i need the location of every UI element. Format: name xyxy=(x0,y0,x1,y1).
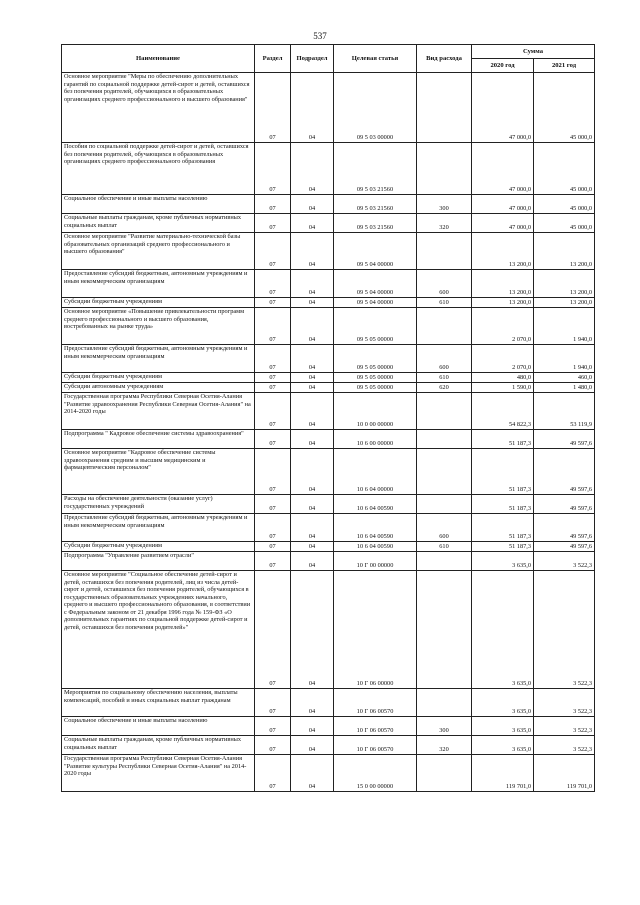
row-section: 07 xyxy=(255,430,291,449)
row-expense-type xyxy=(417,571,472,689)
row-name: Основное мероприятие "Развитие материально-технической базы образовательных организаций среднего профессионального и высшего образования" xyxy=(62,233,255,270)
table-row xyxy=(62,689,595,717)
row-subsection: 04 xyxy=(291,689,334,717)
row-section: 07 xyxy=(255,383,291,393)
row-section: 07 xyxy=(255,755,291,792)
row-amount-2020: 3 635,0 xyxy=(472,717,534,736)
row-target-article: 09 5 05 00000 xyxy=(334,373,417,383)
row-amount-2020: 13 200,0 xyxy=(472,270,534,298)
row-amount-2020: 13 200,0 xyxy=(472,233,534,270)
row-target-article: 10 Г 06 00570 xyxy=(334,736,417,755)
row-expense-type xyxy=(417,73,472,143)
row-amount-2020: 3 635,0 xyxy=(472,571,534,689)
row-expense-type: 300 xyxy=(417,717,472,736)
header-year-2020: 2020 год xyxy=(472,59,534,73)
table-row xyxy=(62,514,595,542)
row-amount-2020: 51 187,3 xyxy=(472,542,534,552)
row-subsection: 04 xyxy=(291,195,334,214)
table-row xyxy=(62,383,595,393)
row-name: Предоставление субсидий бюджетным, автономным учреждениям и иным некоммерческим организациям xyxy=(62,514,255,542)
row-target-article: 09 5 05 00000 xyxy=(334,383,417,393)
row-subsection: 04 xyxy=(291,552,334,571)
row-amount-2020: 3 635,0 xyxy=(472,552,534,571)
row-amount-2020: 51 187,3 xyxy=(472,430,534,449)
row-target-article: 09 5 04 00000 xyxy=(334,270,417,298)
row-subsection: 04 xyxy=(291,143,334,195)
row-subsection: 04 xyxy=(291,393,334,430)
row-amount-2020: 47 000,0 xyxy=(472,214,534,233)
budget-table xyxy=(61,44,595,792)
row-amount-2020: 51 187,3 xyxy=(472,449,534,495)
table-row xyxy=(62,736,595,755)
row-amount-2021: 49 597,6 xyxy=(534,542,595,552)
row-amount-2021: 119 701,0 xyxy=(534,755,595,792)
row-target-article: 10 Г 06 00570 xyxy=(334,717,417,736)
row-target-article: 10 6 04 00000 xyxy=(334,449,417,495)
row-expense-type xyxy=(417,308,472,345)
row-amount-2021: 53 119,9 xyxy=(534,393,595,430)
table-row xyxy=(62,233,595,270)
table-row xyxy=(62,308,595,345)
row-amount-2021: 49 597,6 xyxy=(534,449,595,495)
row-subsection: 04 xyxy=(291,73,334,143)
row-name: Предоставление субсидий бюджетным, автономным учреждениям и иным некоммерческим организациям xyxy=(62,270,255,298)
row-target-article: 09 5 03 21560 xyxy=(334,214,417,233)
row-amount-2021: 45 000,0 xyxy=(534,214,595,233)
row-amount-2020: 51 187,3 xyxy=(472,514,534,542)
row-section: 07 xyxy=(255,571,291,689)
row-section: 07 xyxy=(255,298,291,308)
row-target-article: 09 5 05 00000 xyxy=(334,345,417,373)
row-expense-type: 610 xyxy=(417,373,472,383)
table-row xyxy=(62,73,595,143)
row-amount-2021: 49 597,6 xyxy=(534,495,595,514)
row-section: 07 xyxy=(255,514,291,542)
row-amount-2021: 1 480,0 xyxy=(534,383,595,393)
row-amount-2021: 45 000,0 xyxy=(534,73,595,143)
table-row xyxy=(62,571,595,689)
row-name: Основное мероприятие «Повышение привлекательности программ среднего профессионального и высшего образования, востребованных на рынке труда» xyxy=(62,308,255,345)
row-target-article: 09 5 04 00000 xyxy=(334,298,417,308)
row-target-article: 10 6 04 00590 xyxy=(334,542,417,552)
row-amount-2021: 13 200,0 xyxy=(534,298,595,308)
table-row xyxy=(62,270,595,298)
row-name: Подпрограмма "Управление развитием отрасли" xyxy=(62,552,255,571)
row-section: 07 xyxy=(255,736,291,755)
row-expense-type xyxy=(417,689,472,717)
row-amount-2020: 51 187,3 xyxy=(472,495,534,514)
table-row xyxy=(62,195,595,214)
row-subsection: 04 xyxy=(291,542,334,552)
row-amount-2020: 2 070,0 xyxy=(472,345,534,373)
row-section: 07 xyxy=(255,195,291,214)
table-row xyxy=(62,393,595,430)
row-name: Основное мероприятие "Меры по обеспечению дополнительных гарантий по социальной поддержке детей-сирот и детей, оставшихся без попечения родителей, обучающихся в образовательных организациях среднего профессионального и высшего образования" xyxy=(62,73,255,143)
row-subsection: 04 xyxy=(291,717,334,736)
row-target-article: 09 5 03 21560 xyxy=(334,143,417,195)
row-expense-type: 610 xyxy=(417,298,472,308)
table-row xyxy=(62,542,595,552)
row-subsection: 04 xyxy=(291,449,334,495)
table-row xyxy=(62,345,595,373)
row-subsection: 04 xyxy=(291,233,334,270)
row-amount-2021: 3 522,3 xyxy=(534,689,595,717)
row-expense-type: 320 xyxy=(417,736,472,755)
row-subsection: 04 xyxy=(291,345,334,373)
row-amount-2021: 1 940,0 xyxy=(534,308,595,345)
table-row xyxy=(62,214,595,233)
row-name: Мероприятия по социальному обеспечению населения, выплаты компенсаций, пособий и иных социальных выплат гражданам xyxy=(62,689,255,717)
row-subsection: 04 xyxy=(291,373,334,383)
row-name: Социальное обеспечение и иные выплаты населению xyxy=(62,195,255,214)
row-target-article: 09 5 04 00000 xyxy=(334,233,417,270)
row-expense-type: 610 xyxy=(417,542,472,552)
row-amount-2021: 49 597,6 xyxy=(534,430,595,449)
table-row xyxy=(62,552,595,571)
row-name: Основное мероприятие "Кадровое обеспечение системы здравоохранения средним и высшим медицинским и фармацевтическим персоналом" xyxy=(62,449,255,495)
header-target-article: Целевая статья xyxy=(334,45,417,73)
row-expense-type xyxy=(417,143,472,195)
row-expense-type: 320 xyxy=(417,214,472,233)
row-section: 07 xyxy=(255,73,291,143)
row-amount-2021: 45 000,0 xyxy=(534,143,595,195)
row-section: 07 xyxy=(255,449,291,495)
row-amount-2020: 2 070,0 xyxy=(472,308,534,345)
row-expense-type xyxy=(417,430,472,449)
row-expense-type: 600 xyxy=(417,345,472,373)
row-subsection: 04 xyxy=(291,214,334,233)
row-name: Субсидии бюджетным учреждениям xyxy=(62,298,255,308)
row-expense-type: 600 xyxy=(417,514,472,542)
row-expense-type xyxy=(417,552,472,571)
row-amount-2021: 3 522,3 xyxy=(534,717,595,736)
row-name: Субсидии бюджетным учреждениям xyxy=(62,542,255,552)
row-expense-type: 600 xyxy=(417,270,472,298)
row-name: Социальные выплаты гражданам, кроме публичных нормативных социальных выплат xyxy=(62,736,255,755)
row-target-article: 10 6 04 00590 xyxy=(334,514,417,542)
row-name: Государственная программа Республики Северная Осетия-Алания "Развитие здравоохранения Республики Северная Осетия-Алания" на 2014-2020 годы xyxy=(62,393,255,430)
row-target-article: 10 6 00 00000 xyxy=(334,430,417,449)
row-subsection: 04 xyxy=(291,298,334,308)
row-target-article: 10 Г 06 00570 xyxy=(334,689,417,717)
table-row xyxy=(62,449,595,495)
header-sum: Сумма xyxy=(472,45,595,59)
table-row xyxy=(62,717,595,736)
row-expense-type xyxy=(417,449,472,495)
table-row xyxy=(62,143,595,195)
row-amount-2020: 13 200,0 xyxy=(472,298,534,308)
row-amount-2020: 47 000,0 xyxy=(472,195,534,214)
row-expense-type: 300 xyxy=(417,195,472,214)
row-section: 07 xyxy=(255,143,291,195)
row-section: 07 xyxy=(255,542,291,552)
row-target-article: 10 Г 00 00000 xyxy=(334,552,417,571)
row-amount-2021: 460,0 xyxy=(534,373,595,383)
row-section: 07 xyxy=(255,373,291,383)
row-section: 07 xyxy=(255,270,291,298)
table-row xyxy=(62,430,595,449)
row-section: 07 xyxy=(255,214,291,233)
row-name: Государственная программа Республики Северная Осетия-Алания "Развитие культуры Республики Северная Осетия-Алания" на 2014-2020 годы xyxy=(62,755,255,792)
row-amount-2020: 47 000,0 xyxy=(472,143,534,195)
header-subsection: Подраздел xyxy=(291,45,334,73)
table-row xyxy=(62,495,595,514)
row-section: 07 xyxy=(255,689,291,717)
row-amount-2020: 54 822,3 xyxy=(472,393,534,430)
row-name: Предоставление субсидий бюджетным, автономным учреждениям и иным некоммерческим организациям xyxy=(62,345,255,373)
row-name: Пособия по социальной поддержке детей-сирот и детей, оставшихся без попечения родителей, обучающихся в образовательных организациях среднего профессионального образования xyxy=(62,143,255,195)
row-section: 07 xyxy=(255,393,291,430)
row-section: 07 xyxy=(255,233,291,270)
header-section: Раздел xyxy=(255,45,291,73)
row-section: 07 xyxy=(255,495,291,514)
row-subsection: 04 xyxy=(291,571,334,689)
row-name: Основное мероприятие "Социальное обеспечение детей-сирот и детей, оставшихся без попечения родителей, лиц из числа детей-сирот и детей, оставшихся без попечения родителей, обучающихся в государственных образовательных учреждениях начального, среднего и высшего профессионального образования, в соответствии с Федеральным законом от 21 декабря 1996 года № 159-ФЗ «О дополнительных гарантиях по социальной поддержке детей-сирот и детей, оставшихся без попечения родителей»" xyxy=(62,571,255,689)
row-amount-2020: 3 635,0 xyxy=(472,736,534,755)
row-expense-type xyxy=(417,495,472,514)
table-row xyxy=(62,755,595,792)
row-expense-type: 620 xyxy=(417,383,472,393)
row-section: 07 xyxy=(255,717,291,736)
row-amount-2020: 3 635,0 xyxy=(472,689,534,717)
row-amount-2021: 13 200,0 xyxy=(534,233,595,270)
row-amount-2021: 49 597,6 xyxy=(534,514,595,542)
row-amount-2020: 480,0 xyxy=(472,373,534,383)
row-target-article: 15 0 00 00000 xyxy=(334,755,417,792)
row-target-article: 09 5 05 00000 xyxy=(334,308,417,345)
row-subsection: 04 xyxy=(291,514,334,542)
row-subsection: 04 xyxy=(291,270,334,298)
row-amount-2021: 3 522,3 xyxy=(534,736,595,755)
row-target-article: 10 6 04 00590 xyxy=(334,495,417,514)
row-amount-2021: 3 522,3 xyxy=(534,552,595,571)
row-amount-2020: 1 590,0 xyxy=(472,383,534,393)
row-subsection: 04 xyxy=(291,383,334,393)
row-target-article: 10 Г 06 00000 xyxy=(334,571,417,689)
row-amount-2020: 119 701,0 xyxy=(472,755,534,792)
row-subsection: 04 xyxy=(291,430,334,449)
table-row xyxy=(62,298,595,308)
row-section: 07 xyxy=(255,308,291,345)
row-section: 07 xyxy=(255,345,291,373)
row-section: 07 xyxy=(255,552,291,571)
page-number: 537 xyxy=(313,31,327,41)
header-year-2021: 2021 год xyxy=(534,59,595,73)
row-name: Субсидии автономным учреждениям xyxy=(62,383,255,393)
row-name: Социальные выплаты гражданам, кроме публичных нормативных социальных выплат xyxy=(62,214,255,233)
row-target-article: 09 5 03 21560 xyxy=(334,195,417,214)
row-amount-2021: 3 522,3 xyxy=(534,571,595,689)
row-amount-2020: 47 000,0 xyxy=(472,73,534,143)
row-subsection: 04 xyxy=(291,755,334,792)
row-subsection: 04 xyxy=(291,736,334,755)
row-name: Субсидии бюджетным учреждениям xyxy=(62,373,255,383)
row-name: Расходы на обеспечение деятельности (оказание услуг) государственных учреждений xyxy=(62,495,255,514)
row-target-article: 10 0 00 00000 xyxy=(334,393,417,430)
row-expense-type xyxy=(417,755,472,792)
header-name: Наименование xyxy=(62,45,255,73)
row-expense-type xyxy=(417,393,472,430)
row-amount-2021: 13 200,0 xyxy=(534,270,595,298)
row-subsection: 04 xyxy=(291,308,334,345)
row-subsection: 04 xyxy=(291,495,334,514)
table-row xyxy=(62,373,595,383)
row-target-article: 09 5 03 00000 xyxy=(334,73,417,143)
row-name: Социальное обеспечение и иные выплаты населению xyxy=(62,717,255,736)
row-amount-2021: 45 000,0 xyxy=(534,195,595,214)
row-amount-2021: 1 940,0 xyxy=(534,345,595,373)
header-expense-type: Вид расхода xyxy=(417,45,472,73)
row-name: Подпрограмма " Кадровое обеспечение системы здравоохранения" xyxy=(62,430,255,449)
row-expense-type xyxy=(417,233,472,270)
